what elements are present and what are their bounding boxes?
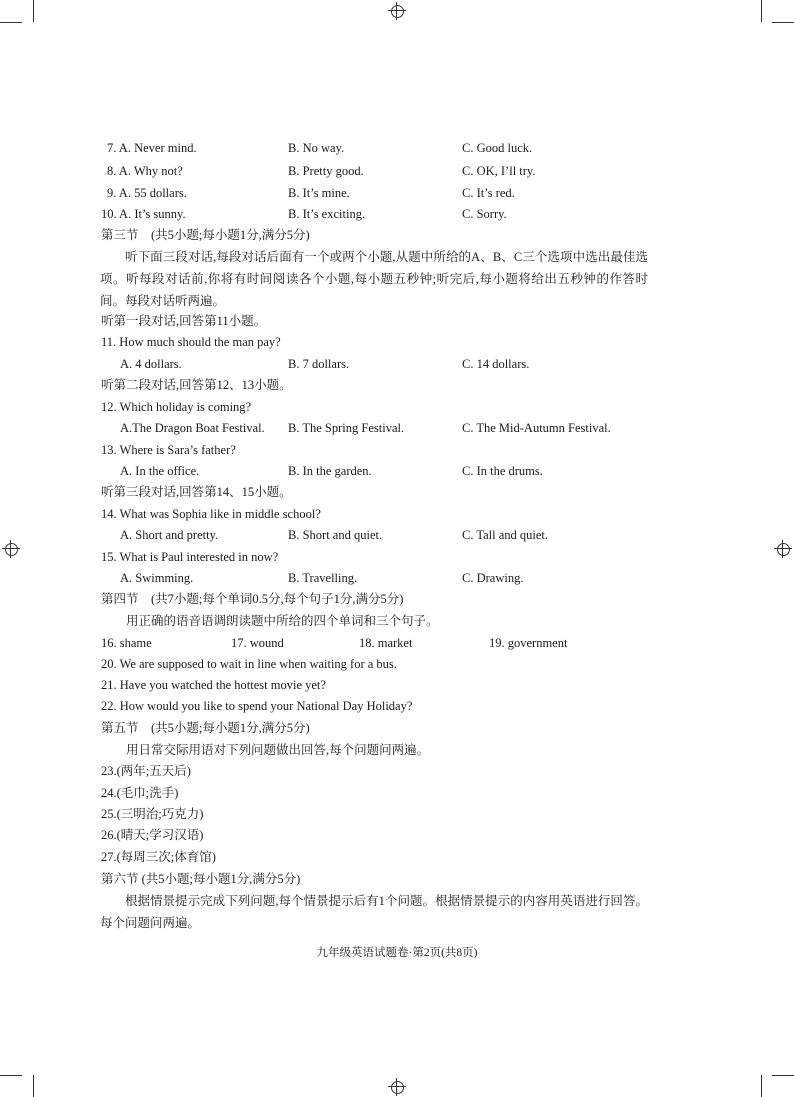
word-16: 16. shame xyxy=(101,636,152,650)
question-row-7 xyxy=(107,140,707,156)
sentence-22: 22. How would you like to spend your National Day Holiday? xyxy=(101,699,413,713)
question-13-options xyxy=(120,463,720,479)
section-5-title: 第五节 (共5小题;每小题1分,满分5分) xyxy=(101,721,310,735)
item-23: 23.(两年;五天后) xyxy=(101,764,191,778)
option-b: B. It’s exciting. xyxy=(288,207,366,221)
section-6-title: 第六节 (共5小题;每小题1分,满分5分) xyxy=(101,872,301,886)
crop-mark-top-right xyxy=(761,0,762,22)
sentence-20: 20. We are supposed to wait in line when waiting for a bus. xyxy=(101,657,397,671)
option-c: C. The Mid-Autumn Festival. xyxy=(462,421,611,435)
section-4-instruction: 用正确的语音语调朗读题中所给的四个单词和三个句子。 xyxy=(126,614,439,628)
option-a: A. In the office. xyxy=(120,464,200,478)
option-b: B. No way. xyxy=(288,141,345,155)
word-19: 19. government xyxy=(489,636,568,650)
crop-mark-top-left xyxy=(33,0,34,22)
question-15: 15. What is Paul interested in now? xyxy=(101,550,279,564)
registration-mark-left-icon xyxy=(2,540,20,558)
option-c: C. Sorry. xyxy=(462,207,507,221)
question-12-options xyxy=(120,420,720,436)
question-14-options xyxy=(120,527,720,543)
option-b: B. In the garden. xyxy=(288,464,372,478)
question-13: 13. Where is Sara’s father? xyxy=(101,443,236,457)
option-b: B. Short and quiet. xyxy=(288,528,383,542)
option-a: A.The Dragon Boat Festival. xyxy=(120,421,265,435)
option-a: A. Swimming. xyxy=(120,571,194,585)
item-25: 25.(三明治;巧克力) xyxy=(101,807,204,821)
option-c: C. OK, I’ll try. xyxy=(462,164,536,178)
section-5-instruction: 用日常交际用语对下列问题做出回答,每个问题问两遍。 xyxy=(126,743,430,757)
option-a: A. 4 dollars. xyxy=(120,357,182,371)
option-c: C. It’s red. xyxy=(462,186,515,200)
option-c: C. 14 dollars. xyxy=(462,357,530,371)
crop-mark-bottom-left xyxy=(33,1075,34,1097)
question-11: 11. How much should the man pay? xyxy=(101,335,281,349)
section-6-instruction: 根据情景提示完成下列问题,每个情景提示后有1个问题。根据情景提示的内容用英语进行回答。每个问题问两遍。 xyxy=(100,894,648,930)
section-3-title: 第三节 (共5小题;每小题1分,满分5分) xyxy=(101,228,310,242)
question-12: 12. Which holiday is coming? xyxy=(101,400,252,414)
option-a: 8. A. Why not? xyxy=(107,164,183,178)
crop-mark-top-right-2 xyxy=(772,22,794,23)
crop-mark-bottom-right-2 xyxy=(772,1075,794,1076)
word-18: 18. market xyxy=(359,636,413,650)
option-b: B. Travelling. xyxy=(288,571,358,585)
question-11-options xyxy=(120,356,720,372)
option-b: B. Pretty good. xyxy=(288,164,364,178)
section-3-instruction: 听下面三段对话,每段对话后面有一个或两个小题,从题中所给的A、B、C三个选项中选出最佳选项。听每段对话前,你将有时间阅读各个小题,每小题五秒钟;听完后,每小题将给出五秒钟的作答时间。每段对话听两遍。 xyxy=(100,250,648,308)
item-27: 27.(每周三次;体育馆) xyxy=(101,850,216,864)
item-24: 24.(毛巾;洗手) xyxy=(101,786,179,800)
item-26: 26.(晴天;学习汉语) xyxy=(101,828,204,842)
reading-words xyxy=(101,635,701,651)
registration-mark-bottom-icon xyxy=(388,1078,406,1096)
option-a: 10. A. It’s sunny. xyxy=(101,207,186,221)
dialogue-2-prompt: 听第二段对话,回答第12、13小题。 xyxy=(101,378,292,392)
option-a: 9. A. 55 dollars. xyxy=(107,186,187,200)
page-footer: 九年级英语试题卷·第2页(共8页) xyxy=(316,947,478,959)
question-15-options xyxy=(120,570,720,586)
word-17: 17. wound xyxy=(231,636,284,650)
option-c: C. Tall and quiet. xyxy=(462,528,549,542)
section-4-title: 第四节 (共7小题;每个单词0.5分,每个句子1分,满分5分) xyxy=(101,592,404,606)
sentence-21: 21. Have you watched the hottest movie yet? xyxy=(101,678,326,692)
option-b: B. It’s mine. xyxy=(288,186,350,200)
question-row-10 xyxy=(101,206,701,222)
question-14: 14. What was Sophia like in middle school? xyxy=(101,507,321,521)
option-b: B. 7 dollars. xyxy=(288,357,350,371)
crop-mark-bottom-right xyxy=(761,1075,762,1097)
crop-mark-bottom-left-2 xyxy=(0,1075,22,1076)
option-c: C. Drawing. xyxy=(462,571,524,585)
dialogue-3-prompt: 听第三段对话,回答第14、15小题。 xyxy=(101,485,292,499)
question-row-8 xyxy=(107,163,707,179)
option-a: A. Short and pretty. xyxy=(120,528,219,542)
option-b: B. The Spring Festival. xyxy=(288,421,405,435)
option-c: C. Good luck. xyxy=(462,141,533,155)
registration-mark-top-icon xyxy=(388,2,406,20)
crop-mark-top-left-2 xyxy=(0,22,22,23)
option-a: 7. A. Never mind. xyxy=(107,141,197,155)
question-row-9 xyxy=(107,185,707,201)
option-c: C. In the drums. xyxy=(462,464,543,478)
dialogue-1-prompt: 听第一段对话,回答第11小题。 xyxy=(101,314,267,328)
registration-mark-right-icon xyxy=(774,540,792,558)
